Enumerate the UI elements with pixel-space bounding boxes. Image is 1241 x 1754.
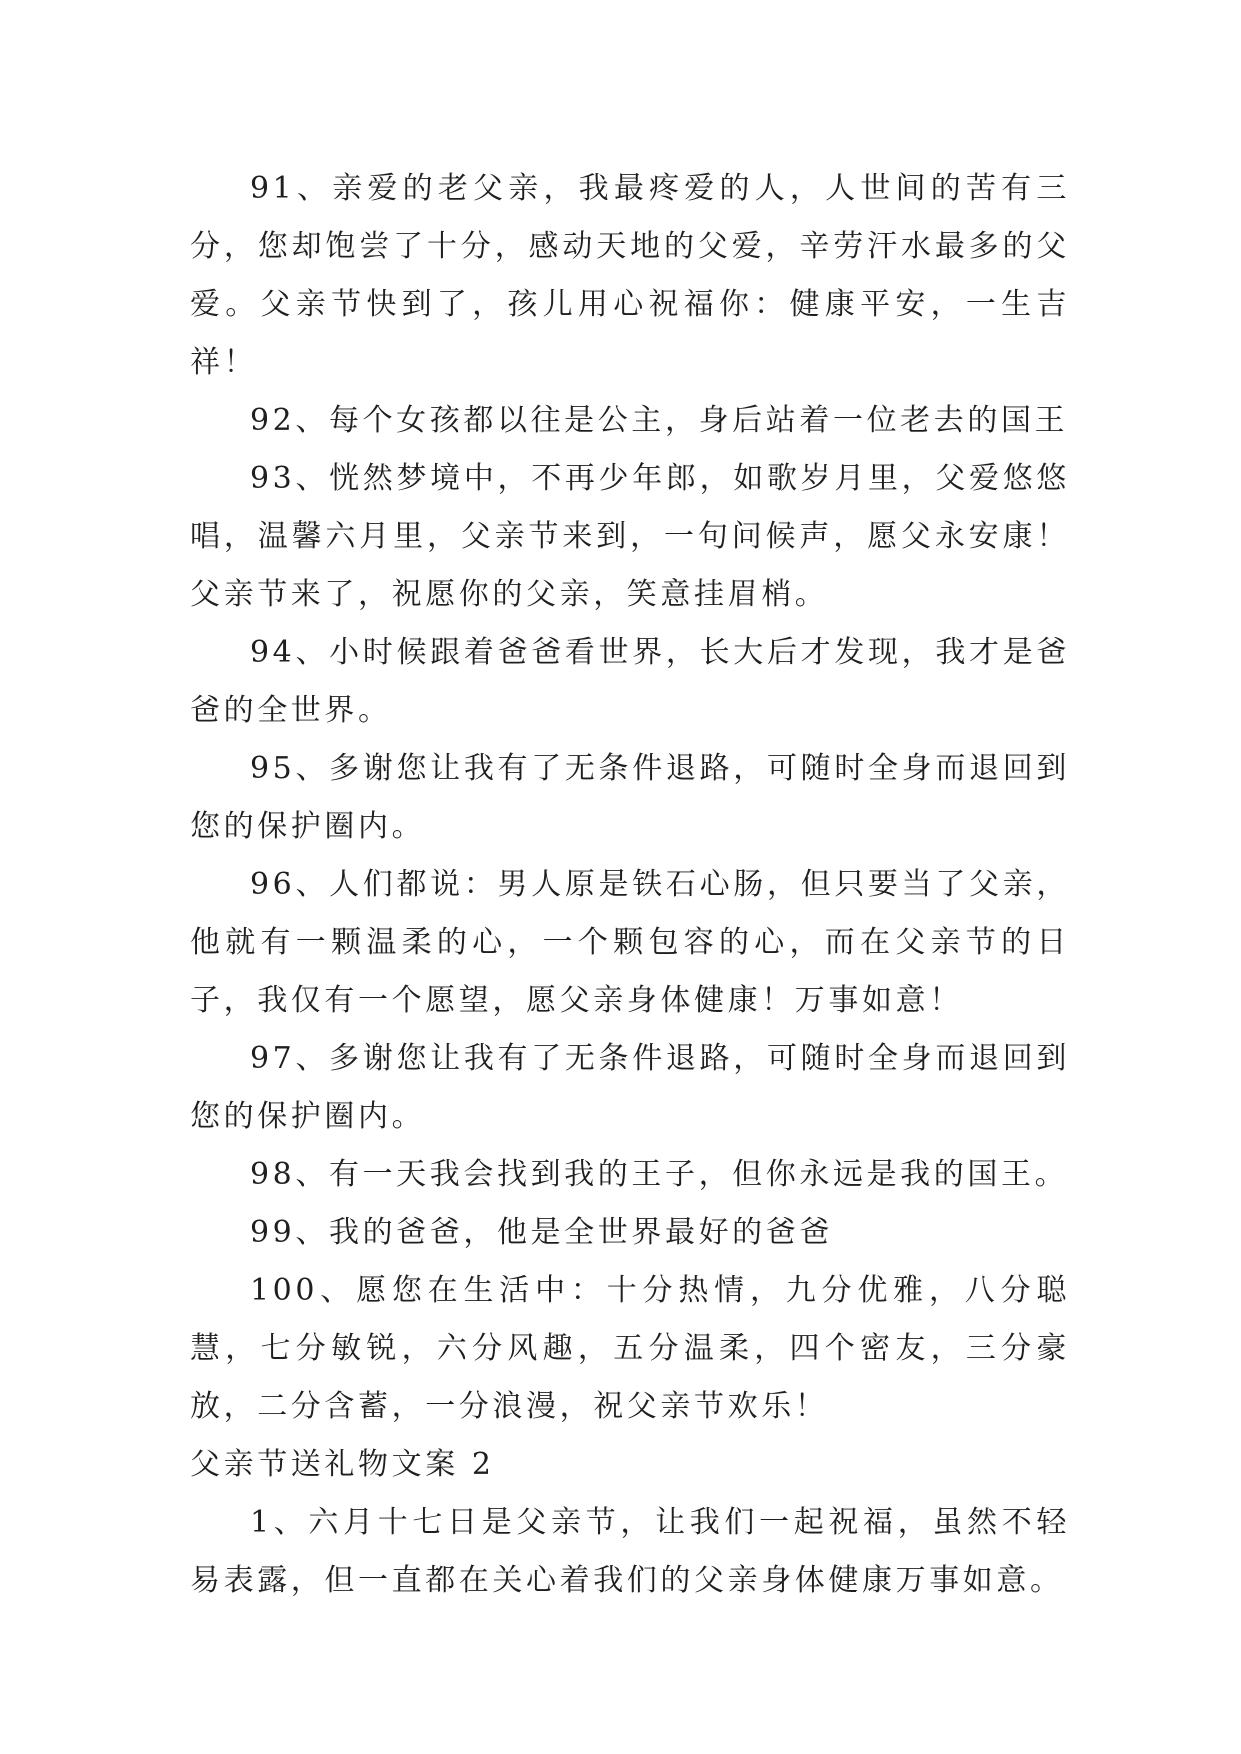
paragraph-97: 97、多谢您让我有了无条件退路，可随时全身而退回到您的保护圈内。 xyxy=(190,1041,1070,1134)
paragraph-95: 95、多谢您让我有了无条件退路，可随时全身而退回到您的保护圈内。 xyxy=(190,751,1070,844)
paragraph-94: 94、小时候跟着爸爸看世界，长大后才发现，我才是爸爸的全世界。 xyxy=(190,635,1070,728)
section-heading: 父亲节送礼物文案 2 xyxy=(190,1447,495,1482)
section-paragraph-1: 1、六月十七日是父亲节，让我们一起祝福，虽然不轻易表露，但一直都在关心着我们的父亲身体健康万事如意。 xyxy=(190,1505,1070,1598)
paragraph-99: 99、我的爸爸，他是全世界最好的爸爸 xyxy=(250,1215,833,1250)
paragraph-93: 93、恍然梦境中，不再少年郎，如歌岁月里，父爱悠悠唱，温馨六月里，父亲节来到，一句问候声，愿父永安康！父亲节来了，祝愿你的父亲，笑意挂眉梢。 xyxy=(190,461,1070,612)
paragraph-91: 91、亲爱的老父亲，我最疼爱的人，人世间的苦有三分，您却饱尝了十分，感动天地的父爱，辛劳汗水最多的父爱。父亲节快到了，孩儿用心祝福你：健康平安，一生吉祥！ xyxy=(190,171,1070,380)
document-body xyxy=(190,160,1070,1610)
paragraph-98: 98、有一天我会找到我的王子，但你永远是我的国王。 xyxy=(250,1157,1069,1192)
paragraph-92: 92、每个女孩都以往是公主，身后站着一位老去的国王 xyxy=(250,403,1069,438)
paragraph-96: 96、人们都说：男人原是铁石心肠，但只要当了父亲，他就有一颗温柔的心，一个颗包容的心，而在父亲节的日子，我仅有一个愿望，愿父亲身体健康！万事如意！ xyxy=(190,867,1070,1018)
paragraph-100: 100、愿您在生活中：十分热情，九分优雅，八分聪慧，七分敏锐，六分风趣，五分温柔，四个密友，三分豪放，二分含蓄，一分浪漫，祝父亲节欢乐！ xyxy=(190,1273,1070,1424)
